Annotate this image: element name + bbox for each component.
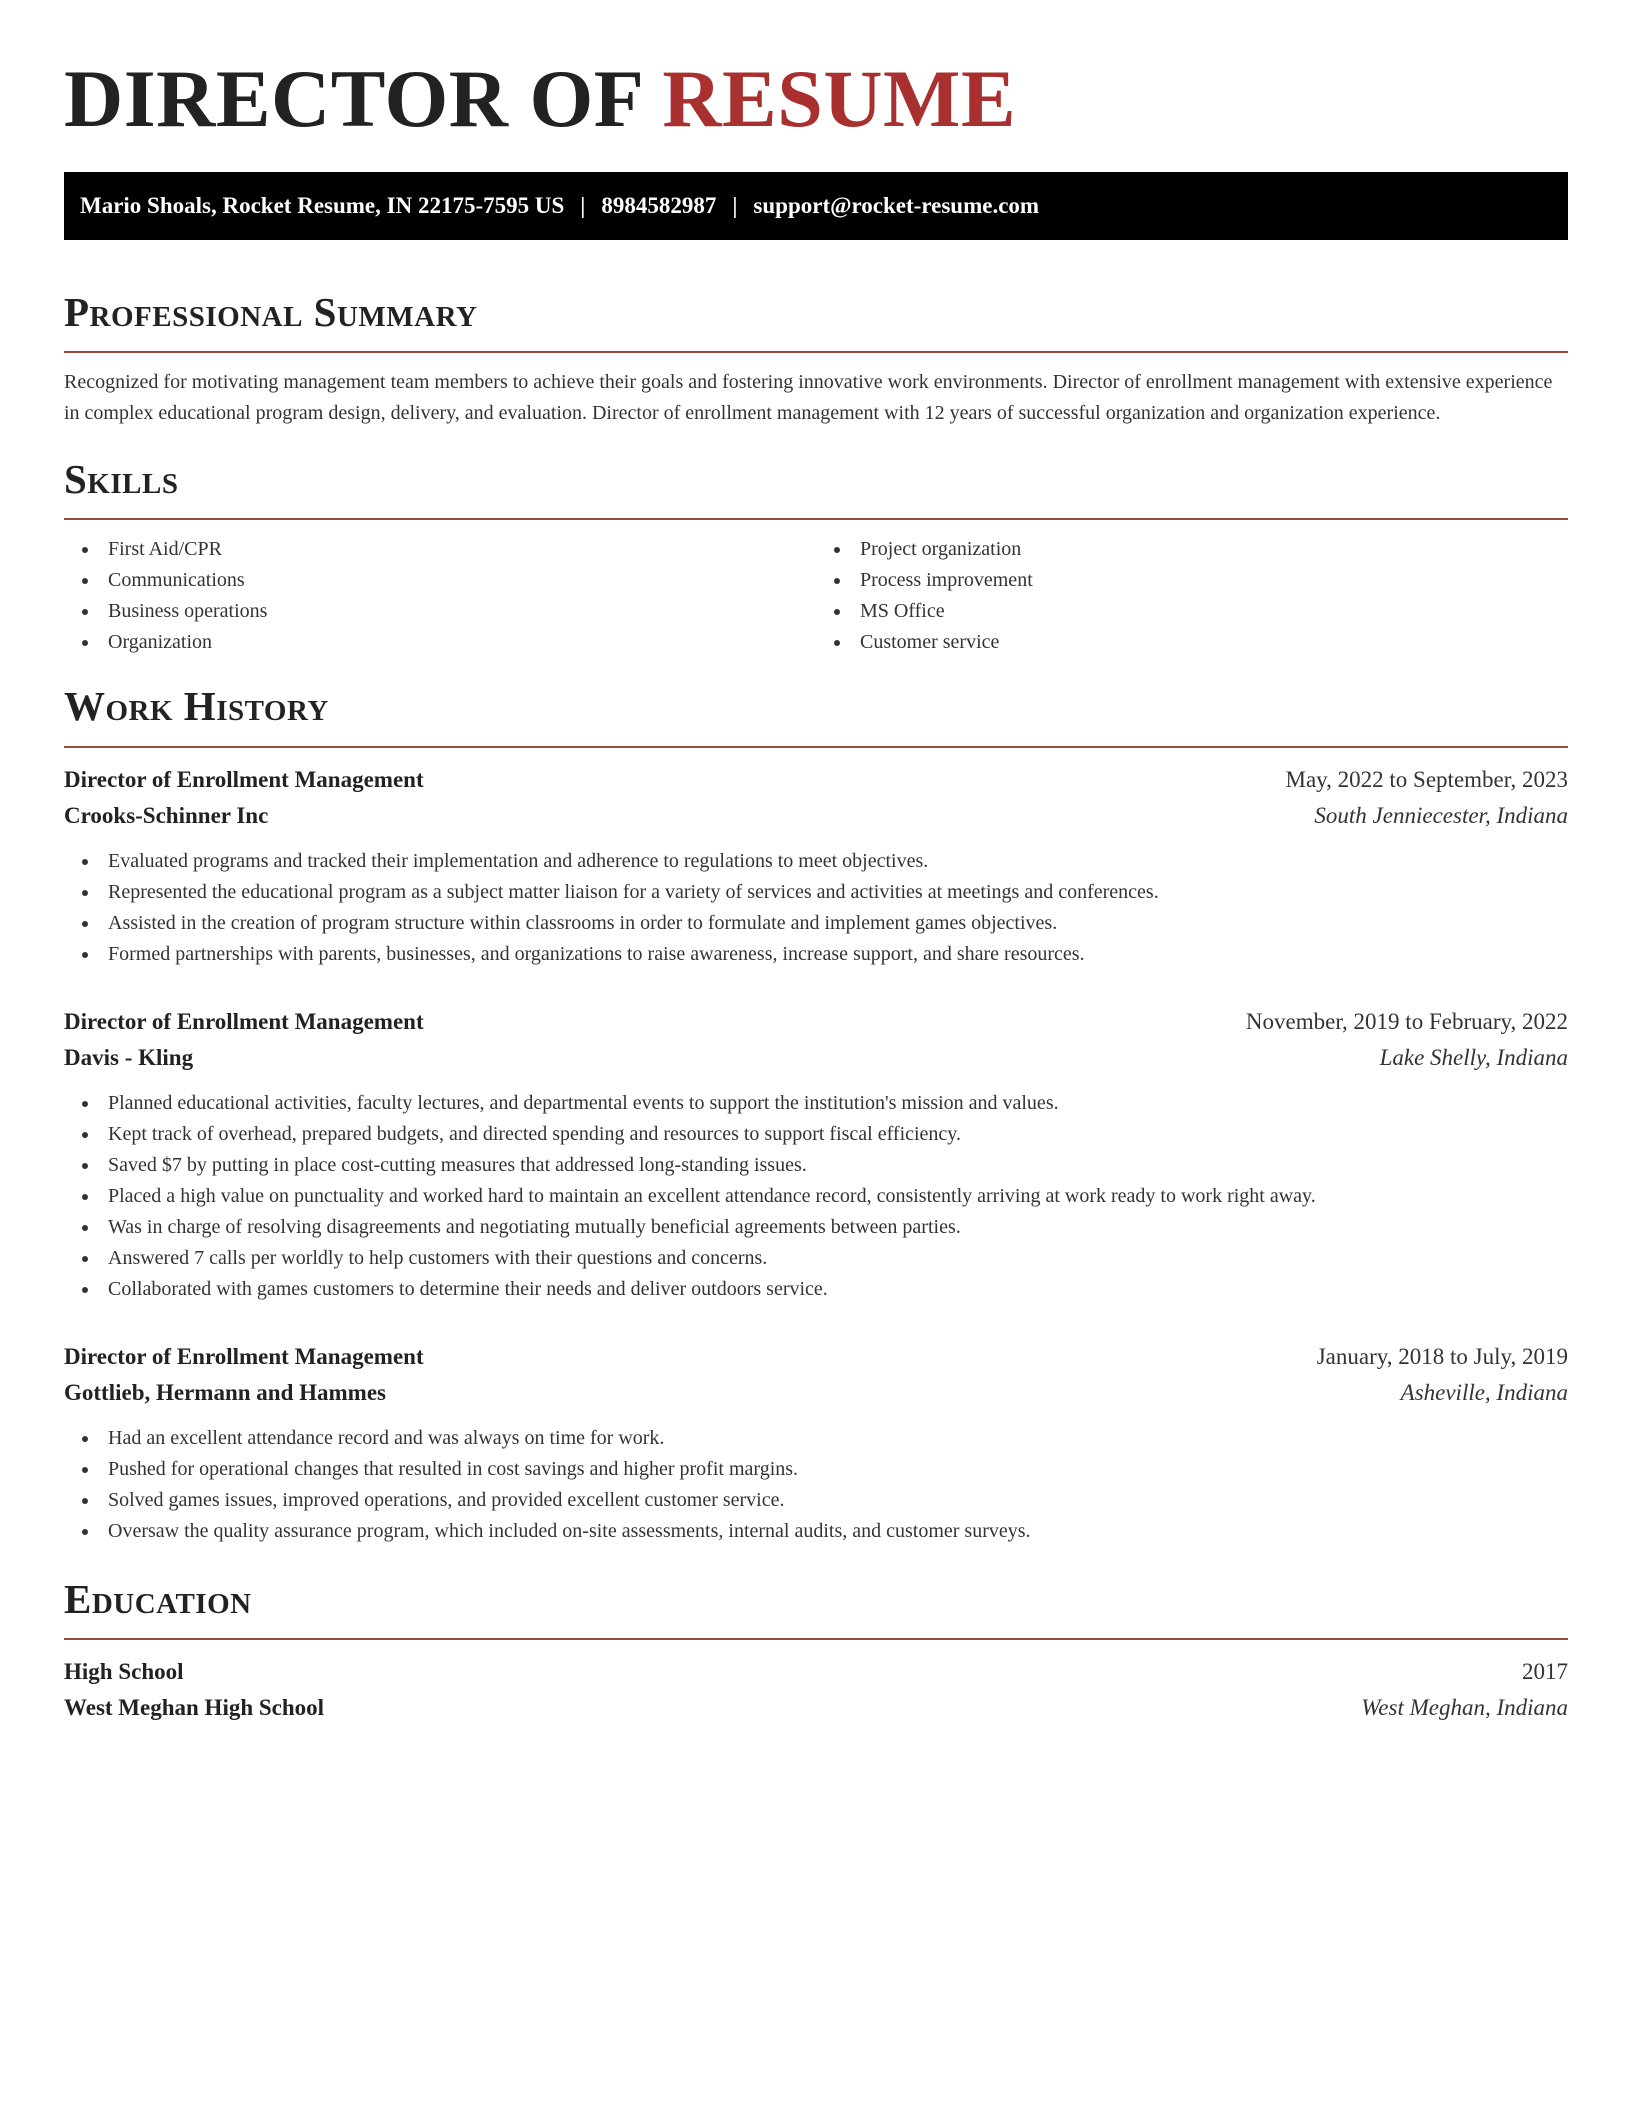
job-bullets (64, 1088, 1568, 1305)
job-entry (64, 762, 1568, 970)
job-location: Asheville, Indiana (1400, 1379, 1568, 1405)
job-bullets (64, 846, 1568, 970)
job-bullet: Evaluated programs and tracked their implementation and adherence to regulations to meet objectives. (64, 846, 1568, 877)
name-part-primary: DIRECTOR OF (64, 53, 663, 144)
skill-item: Business operations (64, 596, 816, 627)
job-bullet: Answered 7 calls per worldly to help customers with their questions and concerns. (64, 1243, 1568, 1274)
contact-phone: 8984582987 (601, 193, 717, 219)
education-section (64, 1577, 1568, 1726)
skill-item: Communications (64, 565, 816, 596)
job-bullet: Oversaw the quality assurance program, which included on-site assessments, internal audits, and customer surveys. (64, 1516, 1568, 1547)
job-title: Director of Enrollment Management (64, 1343, 424, 1369)
skill-item: Organization (64, 627, 816, 658)
job-header-row (64, 1004, 1568, 1040)
job-company-row (64, 1040, 1568, 1076)
job-company-row (64, 1375, 1568, 1411)
skills-heading: Skills (64, 456, 179, 503)
work-history-section (64, 684, 1568, 1546)
job-entry (64, 1004, 1568, 1305)
job-bullet: Assisted in the creation of program structure within classrooms in order to formulate and implement games objectives. (64, 908, 1568, 939)
job-header-row (64, 1339, 1568, 1375)
education-heading: Education (64, 1575, 252, 1622)
job-entry (64, 1339, 1568, 1547)
section-divider (64, 746, 1568, 748)
section-divider (64, 518, 1568, 520)
skill-item: Customer service (816, 627, 1568, 658)
job-bullet: Formed partnerships with parents, businesses, and organizations to raise awareness, increase support, and share resources. (64, 939, 1568, 970)
name-part-accent: RESUME (662, 53, 1017, 144)
job-bullet: Kept track of overhead, prepared budgets, and directed spending and resources to support fiscal efficiency. (64, 1119, 1568, 1150)
skill-item: MS Office (816, 596, 1568, 627)
contact-email: support@rocket-resume.com (753, 193, 1040, 219)
summary-heading: Professional Summary (64, 289, 478, 336)
job-bullet: Pushed for operational changes that resulted in cost savings and higher profit margins. (64, 1454, 1568, 1485)
job-bullet: Solved games issues, improved operations, and provided excellent customer service. (64, 1485, 1568, 1516)
job-title: Director of Enrollment Management (64, 766, 424, 792)
skills-section (64, 457, 1568, 658)
job-bullet: Represented the educational program as a subject matter liaison for a variety of services and activities at meetings and conferences. (64, 877, 1568, 908)
job-bullet: Placed a high value on punctuality and worked hard to maintain an excellent attendance record, consistently arriving at work ready to work right away. (64, 1181, 1568, 1212)
job-dates: May, 2022 to September, 2023 (1285, 766, 1568, 792)
skill-item: First Aid/CPR (64, 534, 816, 565)
job-location: South Jenniecester, Indiana (1314, 802, 1568, 828)
job-bullet: Collaborated with games customers to determine their needs and deliver outdoors service. (64, 1274, 1568, 1305)
education-school-row (64, 1690, 1568, 1726)
contact-separator: | (580, 193, 586, 219)
resume-name-heading (64, 52, 1568, 146)
education-degree: High School (64, 1658, 184, 1684)
summary-text: Recognized for motivating management team members to achieve their goals and fostering innovative work environments. Director of enrollment management with extensive experience in complex educational program design, delivery, and evaluation. Director of enrollment management with 12 years of successful organization and organization experience. (64, 371, 1553, 425)
skills-grid (64, 534, 1568, 658)
job-company: Davis - Kling (64, 1044, 194, 1070)
job-bullet: Saved $7 by putting in place cost-cutting measures that addressed long-standing issues. (64, 1150, 1568, 1181)
education-location: West Meghan, Indiana (1361, 1694, 1568, 1720)
job-location: Lake Shelly, Indiana (1379, 1044, 1568, 1070)
education-year: 2017 (1522, 1658, 1568, 1684)
contact-separator: | (732, 193, 738, 219)
contact-bar (64, 172, 1568, 240)
skill-item: Project organization (816, 534, 1568, 565)
job-bullet: Was in charge of resolving disagreements and negotiating mutually beneficial agreements between parties. (64, 1212, 1568, 1243)
job-company: Crooks-Schinner Inc (64, 802, 269, 828)
summary-section (64, 290, 1568, 429)
job-title: Director of Enrollment Management (64, 1008, 424, 1034)
section-divider (64, 1638, 1568, 1640)
job-dates: January, 2018 to July, 2019 (1316, 1343, 1568, 1369)
job-bullets (64, 1423, 1568, 1547)
skills-column-left (64, 534, 816, 658)
job-company: Gottlieb, Hermann and Hammes (64, 1379, 386, 1405)
job-bullet: Planned educational activities, faculty lectures, and departmental events to support the institution's mission and values. (64, 1088, 1568, 1119)
job-header-row (64, 762, 1568, 798)
job-dates: November, 2019 to February, 2022 (1245, 1008, 1568, 1034)
skills-column-right (816, 534, 1568, 658)
work-history-heading: Work History (64, 683, 329, 730)
education-school: West Meghan High School (64, 1694, 325, 1720)
contact-address: Mario Shoals, Rocket Resume, IN 22175-7595 US (80, 193, 565, 219)
job-company-row (64, 798, 1568, 834)
section-divider (64, 351, 1568, 353)
skill-item: Process improvement (816, 565, 1568, 596)
job-bullet: Had an excellent attendance record and was always on time for work. (64, 1423, 1568, 1454)
education-degree-row (64, 1654, 1568, 1690)
